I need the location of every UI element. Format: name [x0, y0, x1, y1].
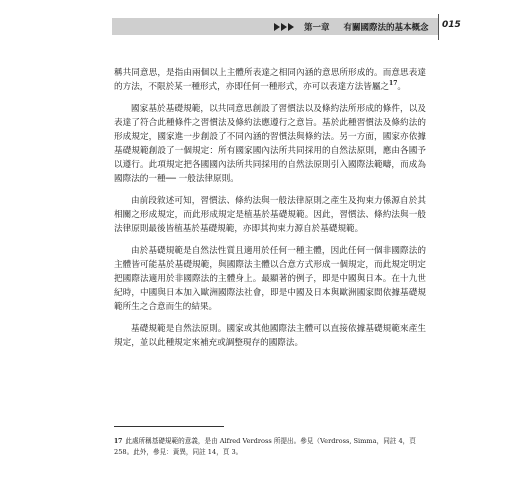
chapter-title: 有關國際法的基本概念 — [343, 22, 429, 33]
footnote — [114, 436, 426, 458]
paragraph-5: 基礎規範是自然法原則。國家或其他國際法主體可以直接依據基礎規範來產生規定，並以此種規定來補充或調整現存的國際法。 — [114, 324, 426, 348]
running-header — [112, 18, 438, 35]
footnote-ref[interactable]: 17 — [389, 80, 398, 88]
paragraph-4: 由於基礎規範是自然法性質且適用於任何一種主體，因此任何一個非國際法的主體皆可能基於基礎規範，與國際法主體以合意方式形成一個規定，而此規定明定把國際法適用於非國際法的主體身上。最顯著的例子，即是中國與日本。在十九世紀時，中國與日本加入歐洲國際法社會，即是中國及日本與歐洲國家間依據基礎規範所生之合意而生的結果。 — [114, 246, 426, 312]
header-divider — [438, 14, 439, 40]
footnote-number: 17 — [114, 438, 123, 445]
arrow-icon — [274, 23, 294, 31]
footnote-text: 此處所稱基礎規範的意義，是由 Alfred Verdross 所提出。參見（Verdross, Simma，同註 4，頁 258。此外，參見：黃異，同註 14，頁 3。 — [114, 437, 416, 456]
paragraph-3: 由前段敘述可知，習慣法、條約法與一般法律原則之產生及拘束力係源自於其相關之形成規定，而此形成規定是植基於基礎規範。因此，習慣法、條約法與一般法律原則最後皆植基於基礎規範，亦即其拘束力源自於基礎規範。 — [114, 196, 426, 234]
chapter-label: 第一章 — [304, 22, 330, 33]
paragraph-1: 稱共同意思，是指由兩個以上主體所表達之相同內涵的意思所形成的。而意思表達的方法，不限於某一種形式，亦即任何一種形式，亦可以表達方法皆屬之$^{17}$。 — [114, 68, 426, 92]
paragraph-2: 國家基於基礎規範，以共同意思創設了習慣法以及條約法所形成的條件，以及表達了符合此種條件之習慣法及條約法應遵行之意旨。基於此種習慣法及條約法的形成規定，國家進一步創設了不同內涵的習慣法與條約法。另一方面，國家亦依據基礎規範創設了一個規定：所有國家國內法所共同採用的自然法原則，應由各國予以遵行。此項規定把各國國內法所共同採用的自然法原則引入國際法範疇，而成為國際法的一種── 一般法律原則。 — [114, 104, 426, 184]
page-number: 015 — [442, 20, 461, 30]
footnote-divider — [114, 426, 224, 427]
body-text — [114, 66, 426, 358]
